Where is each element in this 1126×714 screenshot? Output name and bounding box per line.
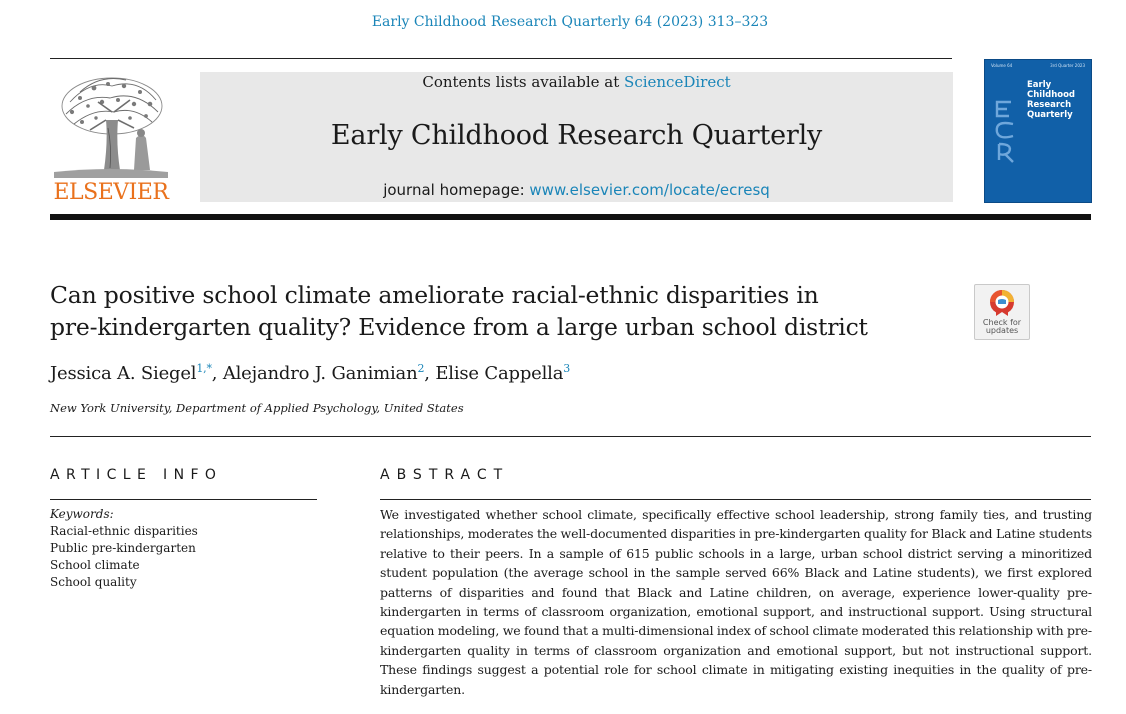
article-info-divider [50,499,317,500]
publisher-wordmark: ELSEVIER [53,180,169,205]
author-name[interactable]: Jessica A. Siegel [50,363,197,384]
cover-volume: Volume 64 [991,63,1013,68]
abstract-divider [380,499,1091,500]
journal-cover-thumbnail[interactable] [984,59,1092,203]
cover-issue: 3rd Quarter 2023 [1050,63,1085,68]
cover-title-line: Research [1027,100,1072,110]
check-updates-label [975,319,1029,335]
author-list [50,363,950,384]
cover-title-line: Childhood [1027,90,1076,100]
author-affiliation-ref[interactable]: 3 [563,362,571,375]
journal-citation[interactable]: Early Childhood Research Quarterly 64 (2023) 313–323 [371,14,769,30]
cover-ecrq-mark-icon [989,98,1019,172]
homepage-prefix: journal homepage: [383,181,530,199]
article-title-line: pre-kindergarten quality? Evidence from a large urban school district [50,313,868,341]
homepage-line [200,181,953,199]
article-info-heading: ARTICLE INFO [50,467,223,483]
check-updates-line: Check for [982,318,1022,327]
journal-banner [200,72,953,202]
author-affiliation: New York University, Department of Applied Psychology, United States [50,401,464,415]
article-title-line: Can positive school climate ameliorate racial-ethnic disparities in [50,281,819,309]
keyword-item: School climate [50,558,140,572]
check-updates-icon [988,288,1016,318]
top-divider [50,58,952,59]
contents-prefix: Contents lists available at [422,73,625,91]
keywords-block [50,506,310,591]
cover-title [1027,80,1089,120]
journal-homepage-link[interactable]: www.elsevier.com/locate/ecresq [529,181,770,199]
author-name[interactable]: Alejandro J. Ganimian [222,363,418,384]
abstract-body: We investigated whether school climate, specifically effective school leadership, strong family ties, and trusting relationships, moderates the well-documented disparities in pre-kindergarten quality for Black and Latine students relative to their peers. In a sample of 615 public schools in a large, urban school district serving a minoritized student population (the average school in the sample served 66% Black and Latine students), we first explored patterns of disparities and found that Black and Latine children, on average, experience lower-quality pre-kindergarten in terms of classroom organization, emotional support, and instructional support. Using structural equation modeling, we found that a multi-dimensional index of school climate moderated this relationship with pre-kindergarten quality in terms of classroom organization and emotional support, but not instructional support. These findings suggest a potential role for school climate in mitigating existing inequities in the quality of pre-kindergarten. [380,507,1092,697]
author-name[interactable]: Elise Cappella [435,363,564,384]
contents-line [200,73,953,91]
author-affiliation-ref[interactable]: 1,* [196,362,212,375]
author-separator: , [424,363,436,384]
header-divider [50,214,1091,220]
abstract-heading: ABSTRACT [380,467,510,483]
keyword-item: Public pre-kindergarten [50,541,196,555]
keywords-label: Keywords: [50,507,114,521]
cover-title-line: Early [1027,80,1052,90]
sciencedirect-link[interactable]: ScienceDirect [624,73,731,91]
keyword-item: Racial-ethnic disparities [50,524,198,538]
author-affiliation-ref[interactable]: 2 [417,362,425,375]
cover-title-line: Quarterly [1027,110,1073,120]
journal-title: Early Childhood Research Quarterly [330,120,823,151]
section-divider [50,436,1091,437]
keyword-item: School quality [50,575,137,589]
check-updates-line: updates [985,326,1019,335]
article-title [50,279,930,343]
author-separator: , [211,363,223,384]
check-for-updates-button[interactable] [974,284,1030,340]
